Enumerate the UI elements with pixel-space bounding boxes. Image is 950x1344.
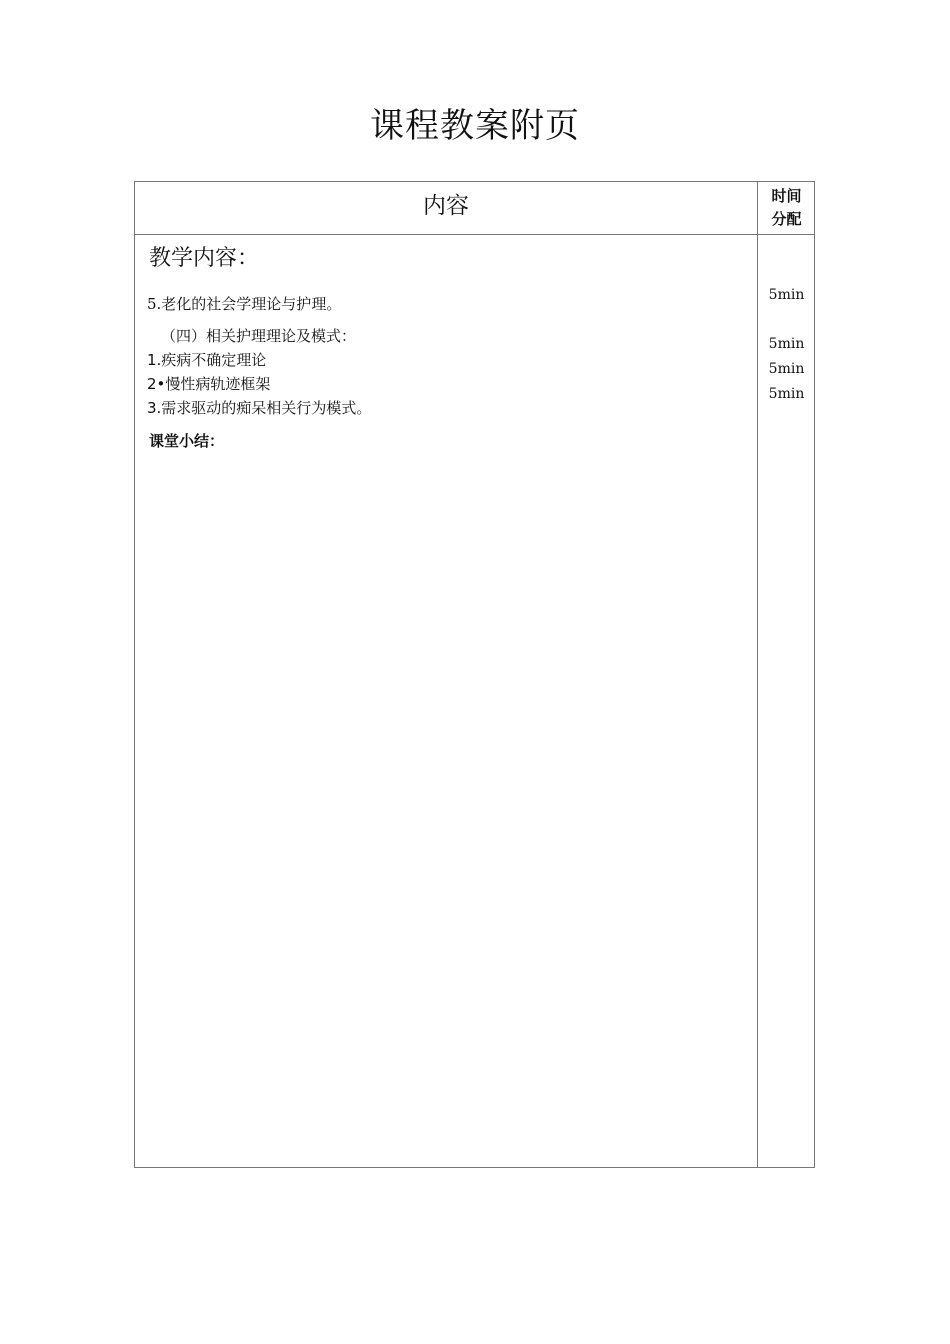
header-time bbox=[758, 185, 815, 231]
time-item: 5min bbox=[768, 361, 805, 377]
page-title: 课程教案附页 bbox=[370, 106, 580, 146]
section-heading: 教学内容： bbox=[149, 246, 260, 271]
time-item: 5min bbox=[768, 386, 805, 402]
column-divider bbox=[757, 182, 758, 1167]
lesson-table bbox=[134, 181, 815, 1168]
content-line: 5.老化的社会学理论与护理。 bbox=[147, 295, 342, 313]
content-line: （四）相关护理理论及模式： bbox=[161, 327, 357, 345]
time-item: 5min bbox=[768, 336, 805, 352]
header-time-line1: 时间 bbox=[771, 187, 802, 205]
summary-heading: 课堂小结： bbox=[149, 432, 225, 450]
header-time-line2: 分配 bbox=[771, 210, 802, 228]
header-content: 内容 bbox=[423, 193, 469, 219]
content-line: 1.疾病不确定理论 bbox=[147, 351, 267, 369]
time-item: 5min bbox=[768, 287, 805, 303]
header-row bbox=[135, 182, 814, 235]
content-line: 3.需求驱动的痴呆相关行为模式。 bbox=[147, 399, 372, 417]
content-line: 2•慢性病轨迹框架 bbox=[147, 375, 271, 393]
